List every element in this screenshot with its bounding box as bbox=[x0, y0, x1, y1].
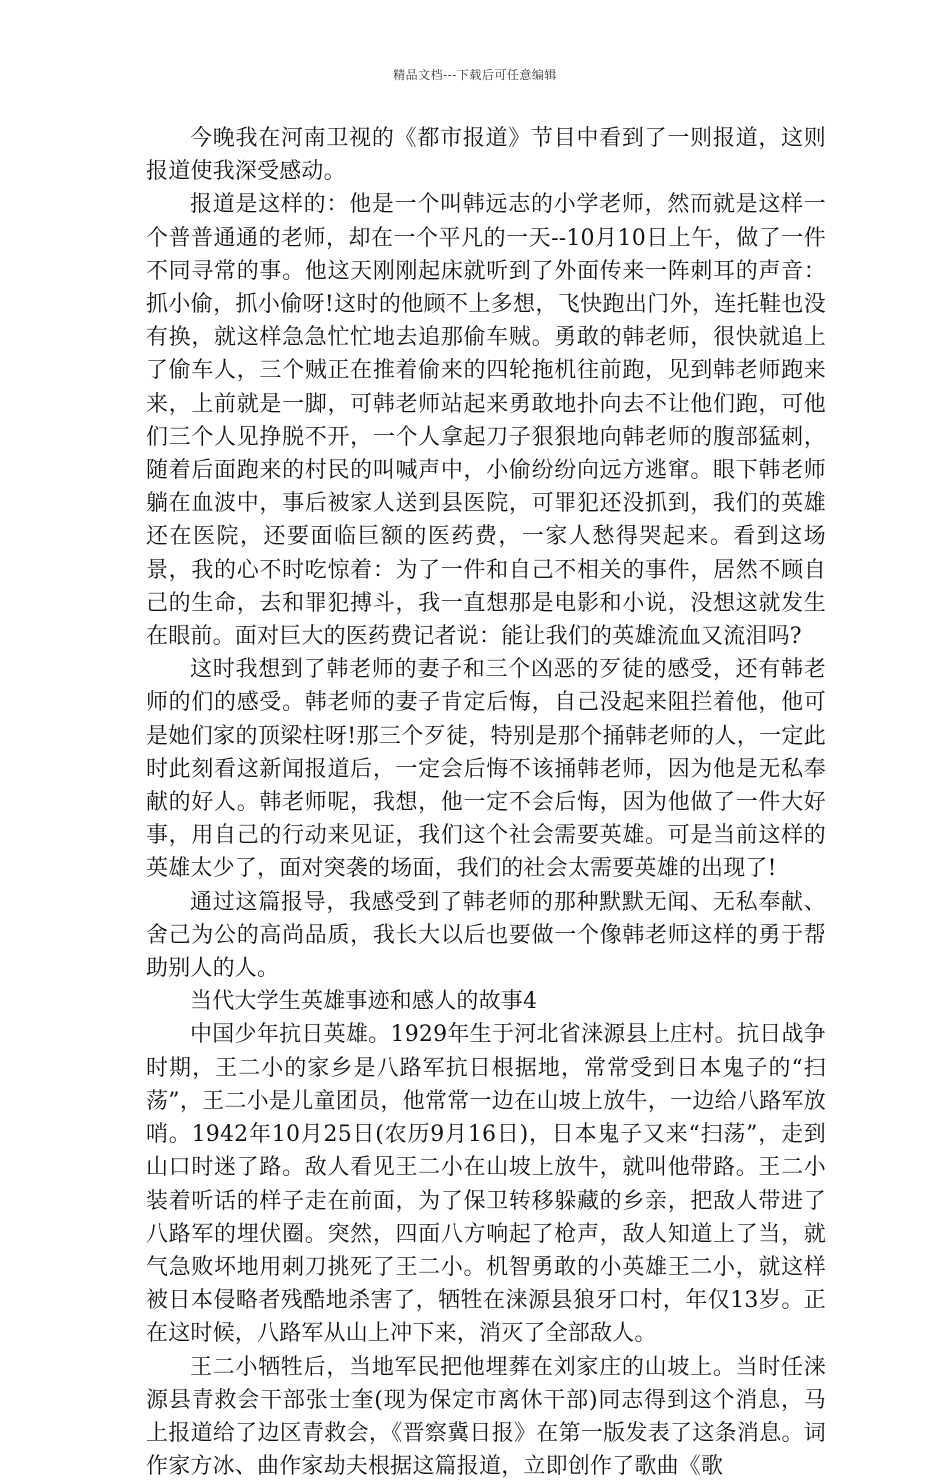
section-heading: 当代大学生英雄事迹和感人的故事4 bbox=[190, 989, 538, 1015]
paragraph-intro: 今晚我在河南卫视的《都市报道》节目中看到了一则报道，这则报道使我深受感动。 bbox=[146, 126, 826, 185]
page-header: 精品文档---下载后可任意编辑 bbox=[393, 68, 557, 82]
paragraph-aftermath: 王二小牺牲后，当地军民把他埋葬在刘家庄的山坡上。当时任涞源县青救会干部张士奎(现为保定市离休干部)同志得到这个消息，马上报道给了边区青救会，《晋察冀日报》在第一版发表了这条消息。词作家方冰、曲作家劫夫根据这篇报道，立即创作了歌曲《歌 bbox=[146, 1354, 826, 1480]
paragraph-report: 报道是这样的：他是一个叫韩远志的小学老师，然而就是这样一个普普通通的老师，却在一个平凡的一天--10月10日上午，做了一件不同寻常的事。他这天刚刚起床就听到了外面传来一阵刺耳的声音：抓小偷，抓小偷呀!这时的他顾不上多想，飞快跑出门外，连托鞋也没有换，就这样急急忙忙地去追那偷车贼。勇敢的韩老师，很快就追上了偷车人，三个贼正在推着偷来的四轮拖机往前跑，见到韩老师跑来来，上前就是一脚，可韩老师站起来勇敢地扑向去不让他们跑，可他们三个人见挣脱不开，一个人拿起刀子狠狠地向韩老师的腹部猛刺，随着后面跑来的村民的叫喊声中，小偷纷纷向远方逃窜。眼下韩老师躺在血波中，事后被家人送到县医院，可罪犯还没抓到，我们的英雄还在医院，还要面临巨额的医药费，一家人愁得哭起来。看到这场景，我的心不时吃惊着：为了一件和自己不相关的事件，居然不顾自己的生命，去和罪犯搏斗，我一直想那是电影和小说，没想这就发生在眼前。面对巨大的医药费记者说：能让我们的英雄流血又流泪吗? bbox=[146, 192, 826, 650]
paragraph-wang-erxiao: 中国少年抗日英雄。1929年生于河北省涞源县上庄村。抗日战争时期，王二小的家乡是八路军抗日根据地，常常受到日本鬼子的“扫荡”，王二小是儿童团员，他常常一边在山坡上放牛，一边给八路军放哨。1942年10月25日(农历9月16日)，日本鬼子又来“扫荡”，走到山口时迷了路。敌人看见王二小在山坡上放牛，就叫他带路。王二小装着听话的样子走在前面，为了保卫转移躲藏的乡亲，把敌人带进了八路军的埋伏圈。突然，四面八方响起了枪声，敌人知道上了当，就气急败坏地用刺刀挑死了王二小。机智勇敢的小英雄王二小，就这样被日本侵略者残酷地杀害了，牺牲在涞源县狼牙口村，年仅13岁。正在这时候，八路军从山上冲下来，消灭了全部敌人。 bbox=[146, 1022, 826, 1347]
paragraph-conclusion: 通过这篇报导，我感受到了韩老师的那种默默无闻、无私奉献、舍己为公的高尚品质，我长大以后也要做一个像韩老师这样的勇于帮助别人的人。 bbox=[146, 889, 826, 982]
paragraph-reflection: 这时我想到了韩老师的妻子和三个凶恶的歹徒的感受，还有韩老师的们的感受。韩老师的妻子肯定后悔，自己没起来阻拦着他，他可是她们家的顶梁柱呀!那三个歹徒，特别是那个捅韩老师的人，一定此时此刻看这新闻报道后，一定会后悔不该捅韩老师，因为他是无私奉献的好人。韩老师呢，我想，他一定不会后悔，因为他做了一件大好事，用自己的行动来见证，我们这个社会需要英雄。可是当前这样的英雄太少了，面对突袭的场面，我们的社会太需要英雄的出现了! bbox=[146, 657, 826, 882]
document-body bbox=[146, 122, 826, 1483]
